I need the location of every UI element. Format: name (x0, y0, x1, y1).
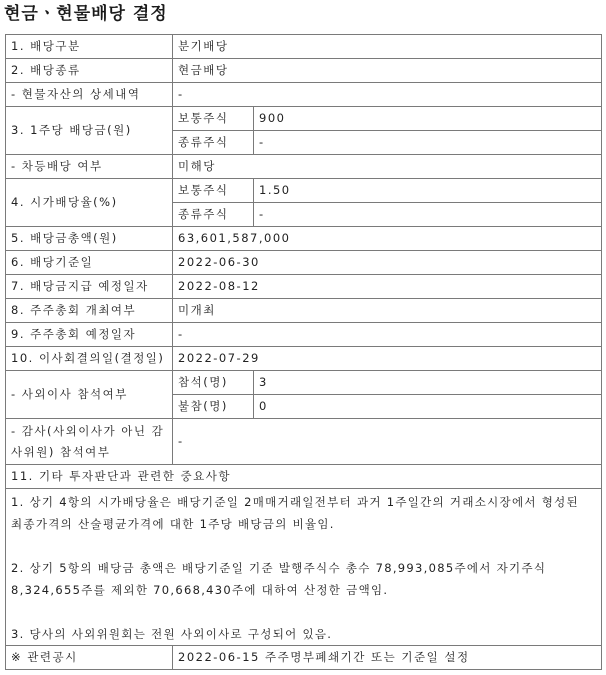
note-paragraph: 3. 당사의 사외위원회는 전원 사외이사로 구성되어 있음. (11, 627, 333, 641)
notes-cell (6, 489, 602, 646)
row-value: 미개최 (173, 299, 602, 323)
row-value: - (173, 419, 602, 465)
table-row (6, 59, 602, 83)
note-paragraph: 1. 상기 4항의 시가배당율은 배당기준일 2매매거래일전부터 과거 1주일간의 거래소시장에서 형성된 최종가격의 산술평균가격에 대한 1주당 배당금의 비율임. (11, 495, 579, 531)
row-label: 3. 1주당 배당금(원) (6, 107, 173, 155)
row-value: 1.50 (254, 179, 602, 203)
row-value: 63,601,587,000 (173, 227, 602, 251)
table-row (6, 107, 602, 131)
row-value: 0 (254, 395, 602, 419)
row-label: 5. 배당금총액(원) (6, 227, 173, 251)
row-value: 분기배당 (173, 35, 602, 59)
section-heading: 11. 기타 투자판단과 관련한 중요사항 (6, 465, 602, 489)
row-value: 3 (254, 371, 602, 395)
table-row (6, 227, 602, 251)
row-label: - 차등배당 여부 (6, 155, 173, 179)
row-value: - (254, 131, 602, 155)
sub-label: 보통주식 (173, 107, 254, 131)
row-label: 10. 이사회결의일(결정일) (6, 347, 173, 371)
table-row (6, 419, 602, 465)
table-row (6, 347, 602, 371)
sub-label: 종류주식 (173, 131, 254, 155)
table-row (6, 465, 602, 489)
row-value: - (173, 83, 602, 107)
note-paragraph: 2. 상기 5항의 배당금 총액은 배당기준일 기준 발행주식수 총수 78,993,085주에서 자기주식 8,324,655주를 제외한 70,668,430주에 대하여 산정한 금액임. (11, 561, 547, 597)
row-value: 2022-06-30 (173, 251, 602, 275)
row-label: 2. 배당종류 (6, 59, 173, 83)
row-label: - 사외이사 참석여부 (6, 371, 173, 419)
table-row (6, 275, 602, 299)
table-row (6, 251, 602, 275)
table-row (6, 155, 602, 179)
row-label: 9. 주주총회 예정일자 (6, 323, 173, 347)
sub-label: 참석(명) (173, 371, 254, 395)
row-value: - (254, 203, 602, 227)
related-label: ※ 관련공시 (6, 646, 173, 670)
related-disclosure-link[interactable]: 2022-06-15 주주명부폐쇄기간 또는 기준일 설정 (173, 646, 602, 670)
row-label: 4. 시가배당율(%) (6, 179, 173, 227)
table-row (6, 646, 602, 670)
row-label: 7. 배당금지급 예정일자 (6, 275, 173, 299)
sub-label: 불참(명) (173, 395, 254, 419)
table-row (6, 489, 602, 646)
sub-label: 종류주식 (173, 203, 254, 227)
table-row (6, 179, 602, 203)
row-label: 1. 배당구분 (6, 35, 173, 59)
table-row (6, 83, 602, 107)
disclosure-table (5, 34, 602, 670)
table-row (6, 323, 602, 347)
table-row (6, 35, 602, 59)
row-label: 8. 주주총회 개최여부 (6, 299, 173, 323)
row-value: 900 (254, 107, 602, 131)
row-label: 6. 배당기준일 (6, 251, 173, 275)
row-value: - (173, 323, 602, 347)
table-row (6, 371, 602, 395)
sub-label: 보통주식 (173, 179, 254, 203)
row-value: 미해당 (173, 155, 602, 179)
row-value: 2022-07-29 (173, 347, 602, 371)
row-value: 2022-08-12 (173, 275, 602, 299)
row-label: - 감사(사외이사가 아닌 감사위원) 참석여부 (6, 419, 173, 465)
page-title: 현금ㆍ현물배당 결정 (4, 4, 168, 24)
row-label: - 현물자산의 상세내역 (6, 83, 173, 107)
row-value: 현금배당 (173, 59, 602, 83)
table-row (6, 299, 602, 323)
